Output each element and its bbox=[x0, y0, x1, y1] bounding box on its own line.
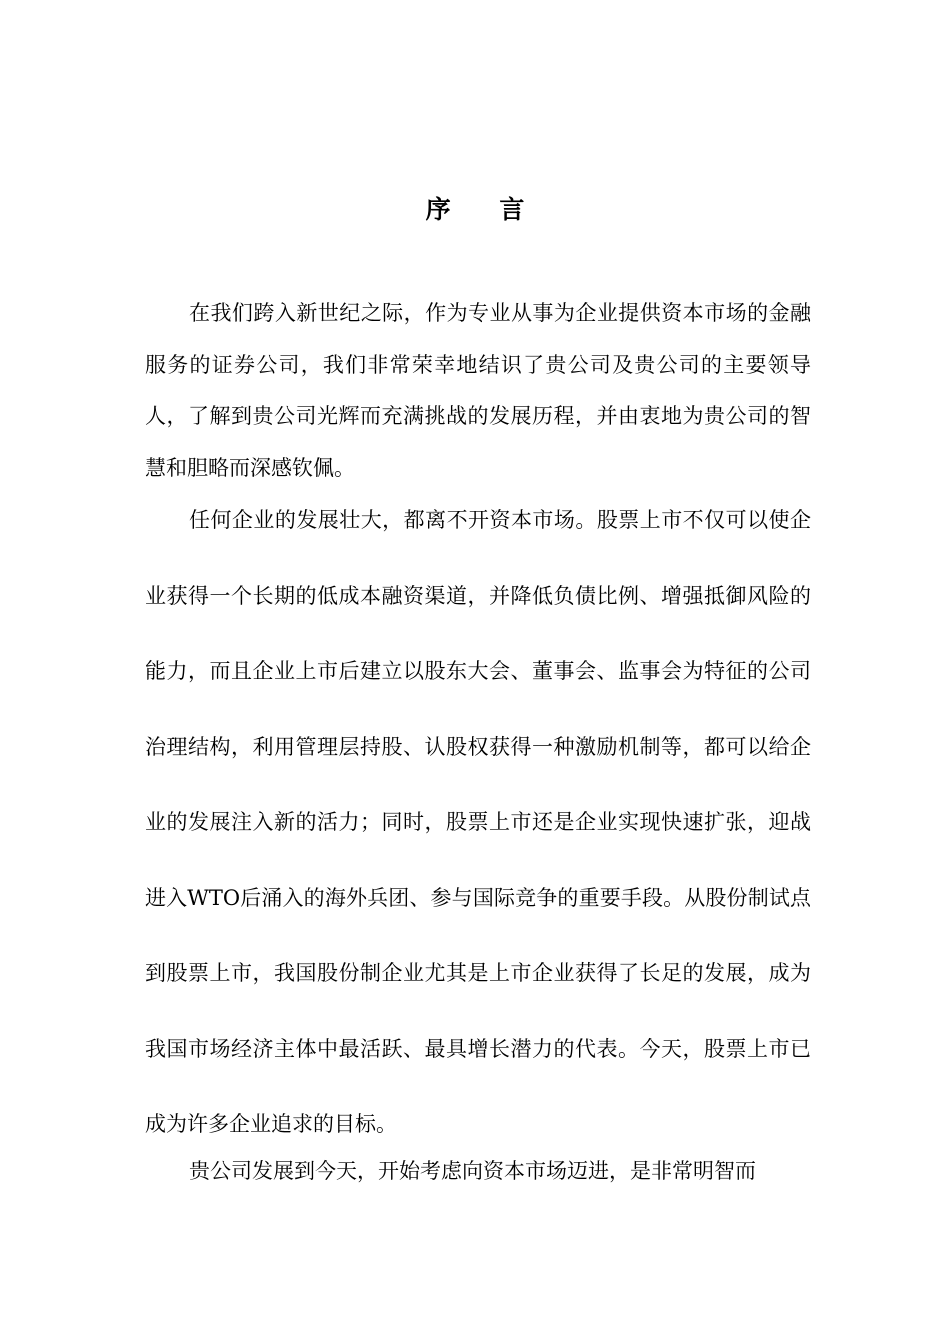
page-title: 序 言 bbox=[425, 195, 545, 224]
paragraph-3: 贵公司发展到今天，开始考虑向资本市场迈进，是非常明智而 bbox=[189, 1159, 756, 1183]
paragraph-1: 在我们跨入新世纪之际，作为专业从事为企业提供资本市场的金融服务的证券公司，我们非常荣幸地结识了贵公司及贵公司的主要领导人，了解到贵公司光辉而充满挑战的发展历程，并由衷地为贵公司的智慧和胆略而深感钦佩。 bbox=[145, 301, 811, 480]
paragraph-2: 任何企业的发展壮大，都离不开资本市场。股票上市不仅可以使企业获得一个长期的低成本融资渠道，并降低负债比例、增强抵御风险的能力，而且企业上市后建立以股东大会、董事会、监事会为特征的公司治理结构，利用管理层持股、认股权获得一种激励机制等，都可以给企业的发展注入新的活力；同时，股票上市还是企业实现快速扩张，迎战进入WTO后涌入的海外兵团、参与国际竞争的重要手段。从股份制试点到股票上市，我国股份制企业尤其是上市企业获得了长足的发展，成为我国市场经济主体中最活跃、最具增长潜力的代表。今天，股票上市已成为许多企业追求的目标。 bbox=[145, 508, 811, 1136]
